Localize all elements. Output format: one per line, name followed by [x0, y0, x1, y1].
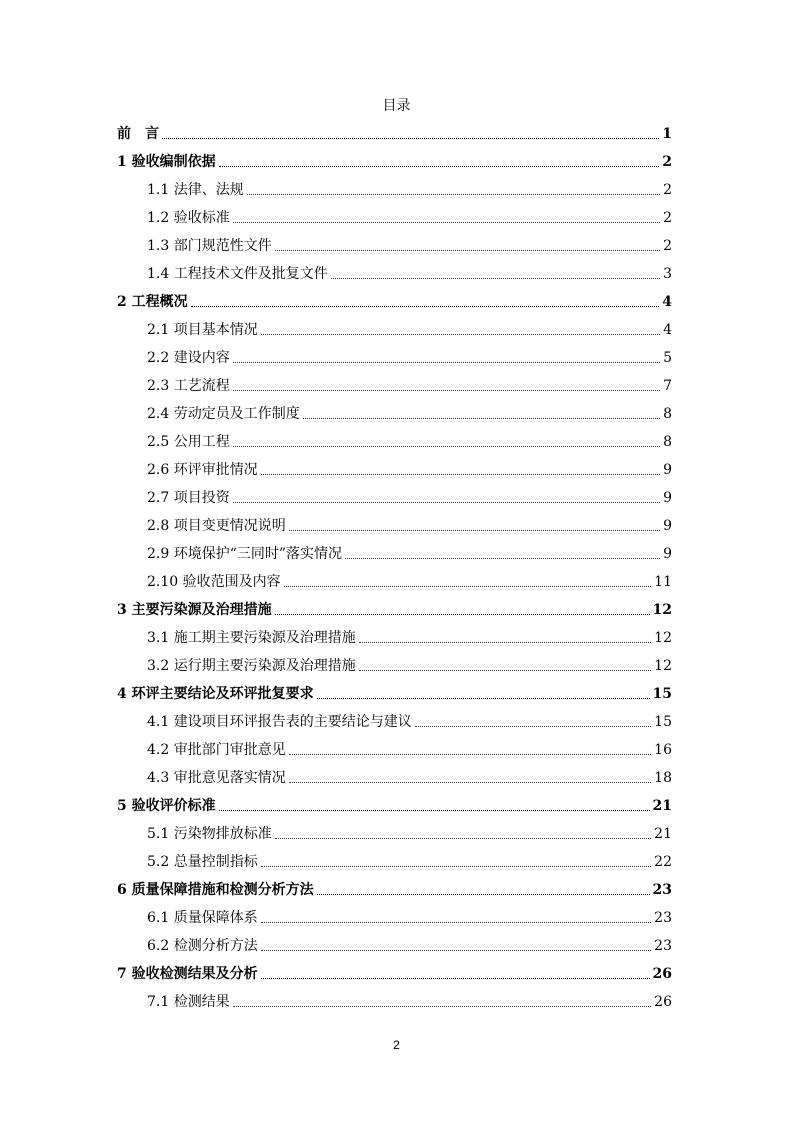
toc-entry-page: 26: [654, 994, 672, 1010]
toc-entry-title: 1.1 法律、法规: [147, 182, 244, 198]
toc-dot-leader: [289, 530, 660, 531]
toc-entry-page: 22: [654, 854, 672, 870]
toc-dot-leader: [261, 866, 651, 867]
toc-section-entry[interactable]: [117, 568, 672, 596]
toc-chapter-entry[interactable]: [117, 792, 672, 820]
toc-dot-leader: [317, 894, 650, 895]
toc-dot-leader: [289, 754, 651, 755]
toc-entry-page: 7: [663, 378, 672, 394]
toc-entry-title: 6.1 质量保障体系: [147, 910, 258, 926]
toc-entry-page: 12: [654, 630, 672, 646]
toc-dot-leader: [284, 586, 652, 587]
toc-entry-title: 2.2 建设内容: [147, 350, 230, 366]
toc-section-entry[interactable]: [117, 232, 672, 260]
toc-entry-title: 5.2 总量控制指标: [147, 854, 258, 870]
toc-entry-title: 2.5 公用工程: [147, 434, 230, 450]
toc-dot-leader: [359, 642, 651, 643]
toc-entry-title: 2.10 验收范围及内容: [147, 574, 281, 590]
toc-section-entry[interactable]: [117, 400, 672, 428]
toc-dot-leader: [247, 194, 660, 195]
toc-entry-title: 2.7 项目投资: [147, 490, 230, 506]
toc-entry-page: 9: [663, 518, 672, 534]
toc-entry-page: 9: [663, 462, 672, 478]
toc-section-entry[interactable]: [117, 820, 672, 848]
toc-section-entry[interactable]: [117, 988, 672, 1016]
toc-chapter-entry[interactable]: [117, 120, 672, 148]
toc-entry-page: 21: [654, 826, 672, 842]
toc-entry-title: 2.1 项目基本情况: [147, 322, 258, 338]
toc-section-entry[interactable]: [117, 344, 672, 372]
toc-section-entry[interactable]: [117, 652, 672, 680]
toc-entry-title: 2 工程概况: [117, 294, 188, 310]
toc-entry-page: 3: [663, 266, 672, 282]
toc-section-entry[interactable]: [117, 428, 672, 456]
toc-section-entry[interactable]: [117, 764, 672, 792]
table-of-contents: [117, 120, 672, 1016]
toc-entry-page: 26: [652, 966, 672, 982]
toc-section-entry[interactable]: [117, 932, 672, 960]
toc-entry-page: 4: [662, 294, 672, 310]
toc-entry-page: 15: [654, 714, 672, 730]
toc-entry-page: 11: [654, 574, 672, 590]
page-title: 目录: [382, 98, 411, 114]
toc-dot-leader: [303, 418, 660, 419]
toc-section-entry[interactable]: [117, 512, 672, 540]
toc-section-entry[interactable]: [117, 540, 672, 568]
toc-dot-leader: [233, 390, 660, 391]
toc-dot-leader: [233, 362, 660, 363]
toc-entry-title: 1 验收编制依据: [117, 154, 216, 170]
toc-entry-page: 12: [652, 602, 672, 618]
toc-entry-title: 6.2 检测分析方法: [147, 938, 258, 954]
toc-section-entry[interactable]: [117, 904, 672, 932]
toc-entry-page: 8: [663, 434, 672, 450]
toc-entry-page: 16: [654, 742, 672, 758]
toc-entry-title: 4.2 审批部门审批意见: [147, 742, 286, 758]
toc-dot-leader: [289, 782, 651, 783]
toc-entry-title: 3.1 施工期主要污染源及治理措施: [147, 630, 356, 646]
toc-dot-leader: [275, 614, 650, 615]
toc-entry-page: 1: [662, 126, 672, 142]
toc-dot-leader: [261, 922, 651, 923]
toc-dot-leader: [331, 278, 660, 279]
toc-entry-title: 5 验收评价标准: [117, 798, 216, 814]
toc-entry-page: 23: [654, 910, 672, 926]
toc-entry-title: 7.1 检测结果: [147, 994, 230, 1010]
toc-section-entry[interactable]: [117, 260, 672, 288]
toc-entry-page: 12: [654, 658, 672, 674]
toc-entry-title: 1.3 部门规范性文件: [147, 238, 272, 254]
toc-dot-leader: [233, 222, 660, 223]
toc-entry-page: 9: [663, 490, 672, 506]
toc-entry-page: 21: [652, 798, 672, 814]
toc-chapter-entry[interactable]: [117, 288, 672, 316]
toc-dot-leader: [275, 250, 660, 251]
toc-entry-page: 2: [663, 210, 672, 226]
toc-chapter-entry[interactable]: [117, 960, 672, 988]
toc-dot-leader: [261, 334, 660, 335]
toc-section-entry[interactable]: [117, 316, 672, 344]
toc-dot-leader: [219, 810, 650, 811]
toc-dot-leader: [359, 670, 651, 671]
toc-entry-title: 6 质量保障措施和检测分析方法: [117, 882, 314, 898]
toc-dot-leader: [162, 138, 659, 139]
toc-section-entry[interactable]: [117, 624, 672, 652]
toc-dot-leader: [191, 306, 660, 307]
toc-section-entry[interactable]: [117, 708, 672, 736]
toc-entry-page: 9: [663, 546, 672, 562]
toc-dot-leader: [317, 698, 650, 699]
toc-chapter-entry[interactable]: [117, 876, 672, 904]
toc-dot-leader: [233, 1006, 651, 1007]
toc-entry-title: 1.2 验收标准: [147, 210, 230, 226]
toc-dot-leader: [261, 474, 660, 475]
toc-entry-page: 8: [663, 406, 672, 422]
toc-entry-page: 18: [654, 770, 672, 786]
toc-entry-title: 1.4 工程技术文件及批复文件: [147, 266, 328, 282]
toc-entry-title: 3.2 运行期主要污染源及治理措施: [147, 658, 356, 674]
toc-dot-leader: [261, 950, 651, 951]
toc-section-entry[interactable]: [117, 372, 672, 400]
toc-entry-title: 2.8 项目变更情况说明: [147, 518, 286, 534]
toc-chapter-entry[interactable]: [117, 680, 672, 708]
toc-dot-leader: [233, 502, 660, 503]
toc-dot-leader: [275, 838, 651, 839]
toc-section-entry[interactable]: [117, 848, 672, 876]
toc-dot-leader: [415, 726, 651, 727]
toc-entry-page: 4: [663, 322, 672, 338]
toc-section-entry[interactable]: [117, 204, 672, 232]
toc-entry-title: 7 验收检测结果及分析: [117, 966, 258, 982]
toc-entry-title: 4 环评主要结论及环评批复要求: [117, 686, 314, 702]
toc-entry-page: 23: [652, 882, 672, 898]
page-number: 2: [393, 1038, 400, 1052]
toc-dot-leader: [345, 558, 660, 559]
toc-dot-leader: [261, 978, 650, 979]
toc-entry-page: 2: [663, 238, 672, 254]
toc-entry-title: 4.3 审批意见落实情况: [147, 770, 286, 786]
toc-entry-page: 5: [663, 350, 672, 366]
toc-entry-title: 前 言: [117, 126, 159, 142]
toc-entry-page: 2: [662, 154, 672, 170]
toc-entry-page: 15: [652, 686, 672, 702]
toc-dot-leader: [233, 446, 660, 447]
toc-entry-page: 23: [654, 938, 672, 954]
toc-entry-title: 2.4 劳动定员及工作制度: [147, 406, 300, 422]
toc-section-entry[interactable]: [117, 484, 672, 512]
toc-chapter-entry[interactable]: [117, 148, 672, 176]
toc-entry-title: 5.1 污染物排放标准: [147, 826, 272, 842]
toc-dot-leader: [219, 166, 660, 167]
toc-entry-page: 2: [663, 182, 672, 198]
toc-section-entry[interactable]: [117, 736, 672, 764]
toc-entry-title: 4.1 建设项目环评报告表的主要结论与建议: [147, 714, 412, 730]
toc-entry-title: 2.6 环评审批情况: [147, 462, 258, 478]
toc-section-entry[interactable]: [117, 176, 672, 204]
toc-section-entry[interactable]: [117, 456, 672, 484]
toc-entry-title: 2.9 环境保护“三同时”落实情况: [147, 546, 343, 562]
toc-chapter-entry[interactable]: [117, 596, 672, 624]
toc-entry-title: 2.3 工艺流程: [147, 378, 230, 394]
toc-entry-title: 3 主要污染源及治理措施: [117, 602, 272, 618]
